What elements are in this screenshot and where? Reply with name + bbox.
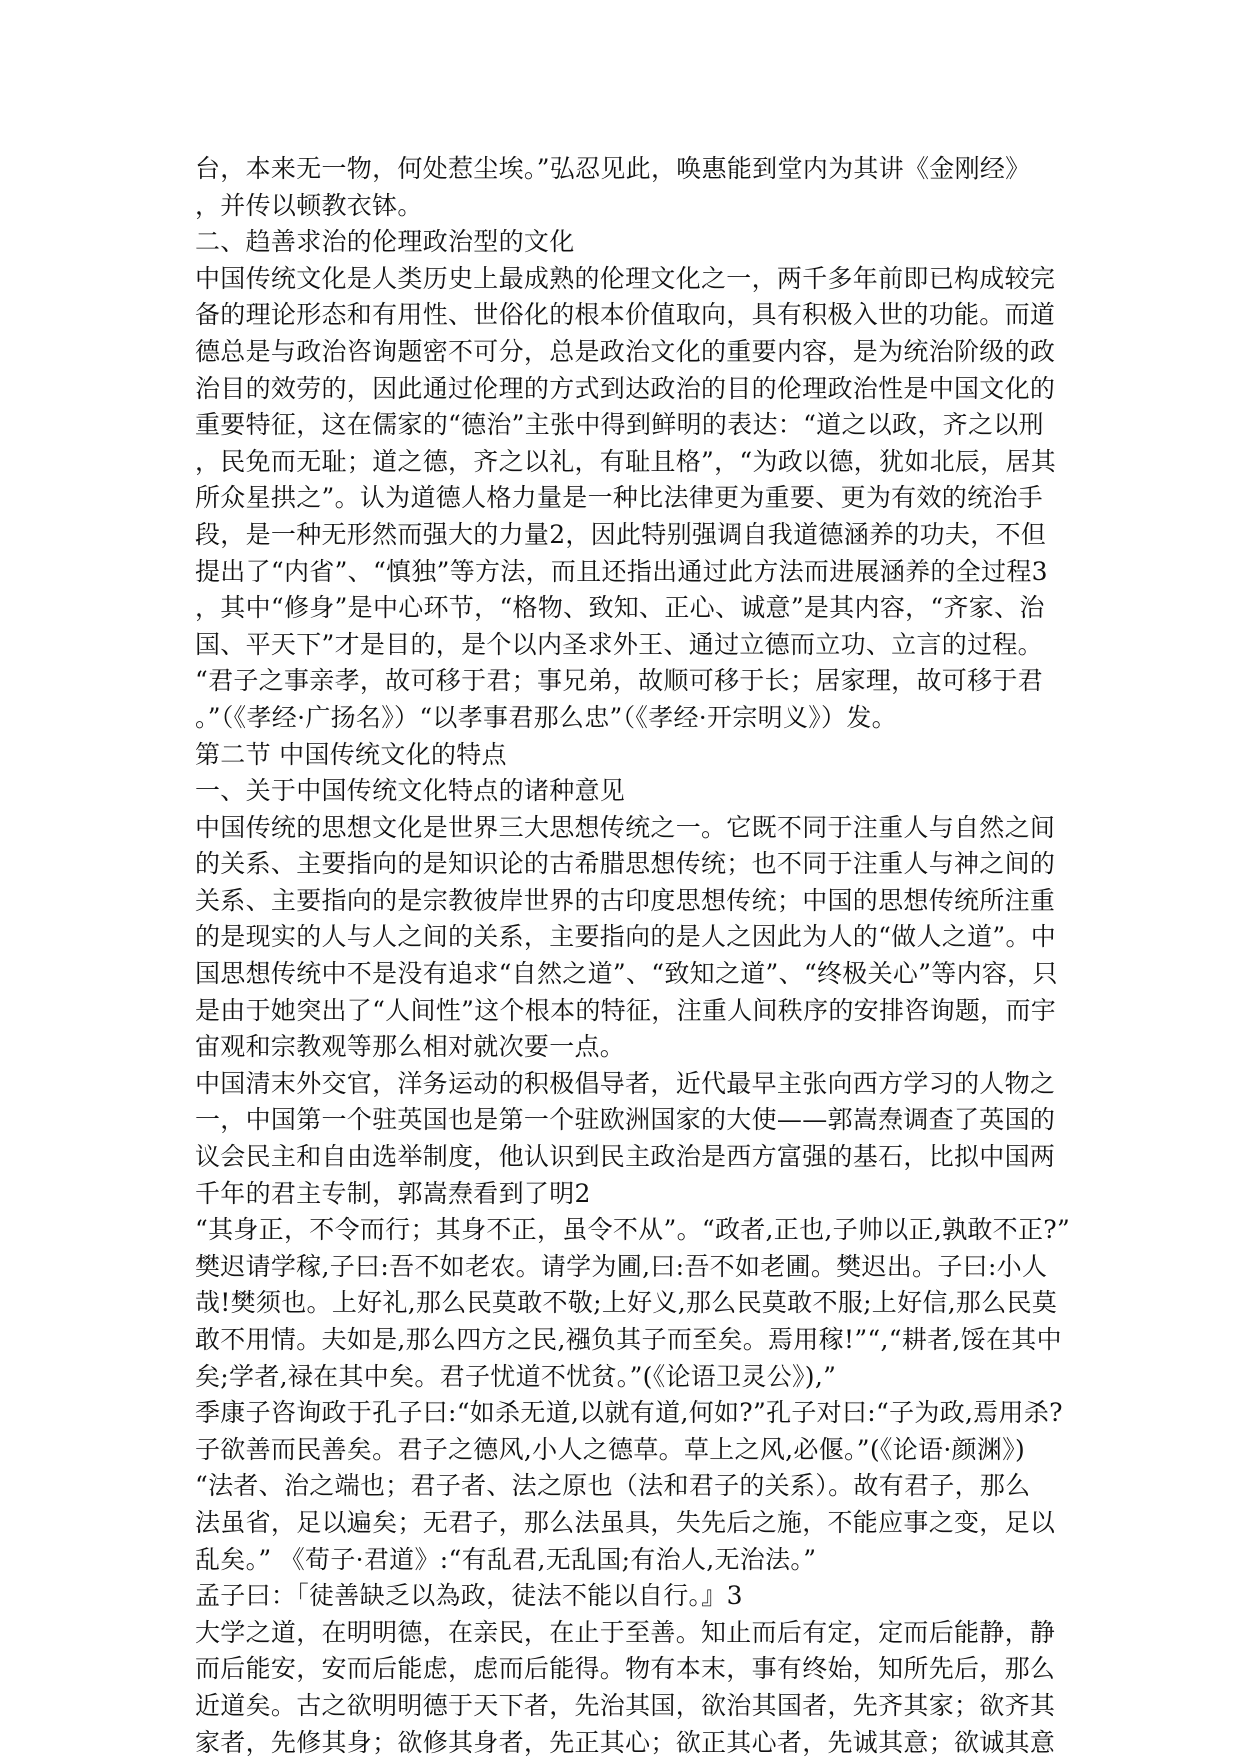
section-heading: 第二节 中国传统文化的特点	[195, 739, 507, 769]
text-line: 德总是与政治咨询题密不可分，总是政治文化的重要内容，是为统治阶级的政	[195, 336, 1056, 366]
text-line: “其身正，不令而行；其身不正，虽令不从”。“政者,正也,子帅以正,孰敢不正?”	[195, 1215, 1071, 1245]
text-line: 中国传统的思想文化是世界三大思想传统之一。它既不同于注重人与自然之间	[195, 812, 1056, 842]
text-line: 备的理论形态和有用性、世俗化的根本价值取向，具有积极入世的功能。而道	[195, 300, 1056, 330]
text-line: 台，本来无一物，何处惹尘埃。”弘忍见此，唤惠能到堂内为其讲《金刚经》	[195, 154, 1031, 183]
text-line: 治目的效劳的，因此通过伦理的方式到达政治的目的伦理政治性是中国文化的	[195, 373, 1056, 403]
text-line: 是由于她突出了“人间性”这个根本的特征，注重人间秩序的安排咨询题，而宇	[195, 995, 1057, 1025]
text-line: 近道矣。古之欲明明德于天下者，先治其国，欲治其国者，先齐其家；欲齐其	[195, 1690, 1056, 1720]
text-line: 一，中国第一个驻英国也是第一个驻欧洲国家的大使——郭嵩焘调查了英国的	[195, 1105, 1056, 1135]
text-line: 国、平天下”才是目的，是个以内圣求外王、通过立德而立功、立言的过程。	[195, 629, 1043, 659]
text-line: 法虽省，足以遍矣；无君子，那么法虽具，失先后之施，不能应事之变，足以	[195, 1507, 1056, 1537]
text-line: ，其中“修身”是中心环节，“格物、致知、正心、诚意”是其内容，“齐家、治	[195, 593, 1045, 623]
text-line: 所众星拱之”。认为道德人格力量是一种比法律更为重要、更为有效的统治手	[195, 483, 1043, 513]
text-line: 重要特征，这在儒家的“德治”主张中得到鲜明的表达：“道之以政，齐之以刑	[195, 410, 1044, 440]
text-line: 孟子曰：「徒善缺乏以為政，徒法不能以自行。』3	[195, 1581, 743, 1611]
text-line: 提出了“内省”、“慎独”等方法，而且还指出通过此方法而进展涵养的全过程3	[195, 556, 1048, 586]
text-line: 的是现实的人与人之间的关系，主要指向的是人之因此为人的“做人之道”。中	[195, 922, 1057, 952]
text-line: 中国传统文化是人类历史上最成熟的伦理文化之一，两千多年前即已构成较完	[195, 263, 1056, 293]
text-line: 关系、主要指向的是宗教彼岸世界的古印度思想传统；中国的思想传统所注重	[195, 885, 1056, 915]
text-line: 家者，先修其身；欲修其身者，先正其心；欲正其心者，先诚其意；欲诚其意	[195, 1727, 1056, 1757]
section-heading: 一、关于中国传统文化特点的诸种意见	[195, 776, 626, 806]
document-body	[195, 151, 1071, 1761]
text-line: 的关系、主要指向的是知识论的古希腊思想传统；也不同于注重人与神之间的	[195, 849, 1056, 879]
text-line: 大学之道，在明明德，在亲民，在止于至善。知止而后有定，定而后能静，静	[195, 1617, 1056, 1647]
text-line: 宙观和宗教观等那么相对就次要一点。	[195, 1032, 626, 1062]
text-line: 矣;学者,禄在其中矣。君子忧道不忧贫。”(《论语卫灵公》),”	[195, 1361, 837, 1391]
text-line: 。”（《孝经·广扬名》）“以孝事君那么忠”（《孝经·开宗明义》）发。	[195, 702, 897, 732]
text-line: ，并传以顿教衣钵。	[195, 190, 423, 220]
section-heading: 二、趋善求治的伦理政治型的文化	[195, 227, 575, 257]
text-line: 段，是一种无形然而强大的力量2，因此特别强调自我道德涵养的功夫，不但	[195, 519, 1047, 549]
text-line: 敢不用情。夫如是,那么四方之民,襁负其子而至矣。焉用稼!”“,“耕者,馁在其中	[195, 1325, 1062, 1354]
text-line: 议会民主和自由选举制度，他认识到民主政治是西方富强的基石，比拟中国两	[195, 1142, 1056, 1172]
text-line: 乱矣。” 《荀子·君道》:“有乱君,无乱国;有治人,无治法。”	[195, 1544, 817, 1574]
text-line: 而后能安，安而后能虑，虑而后能得。物有本末，事有终始，知所先后，那么	[195, 1654, 1056, 1684]
text-line: 樊迟请学稼,子曰:吾不如老农。请学为圃,曰:吾不如老圃。樊迟出。子曰:小人	[195, 1251, 1048, 1281]
text-line: 哉!樊须也。上好礼,那么民莫敢不敬;上好义,那么民莫敢不服;上好信,那么民莫	[195, 1288, 1058, 1318]
text-line: “君子之事亲孝，故可移于君；事兄弟，故顺可移于长；居家理，故可移于君	[195, 666, 1043, 696]
text-line: 季康子咨询政于孔子曰:“如杀无道,以就有道,何如?”孔子对曰:“子为政,焉用杀?	[195, 1398, 1063, 1428]
text-line: “法者、治之端也；君子者、法之原也（法和君子的关系）。故有君子，那么	[195, 1471, 1031, 1501]
text-line: 子欲善而民善矣。君子之德风,小人之德草。草上之风,必偃。”(《论语·颜渊》)	[195, 1434, 1026, 1464]
text-line: 中国清末外交官，洋务运动的积极倡导者，近代最早主张向西方学习的人物之	[195, 1068, 1056, 1098]
text-line: 千年的君主专制，郭嵩焘看到了明2	[195, 1178, 591, 1208]
text-line: 国思想传统中不是没有追求“自然之道”、“致知之道”、“终极关心”等内容，只	[195, 959, 1058, 989]
text-line: ，民免而无耻；道之德，齐之以礼，有耻且格”，“为政以德，犹如北辰，居其	[195, 446, 1057, 476]
